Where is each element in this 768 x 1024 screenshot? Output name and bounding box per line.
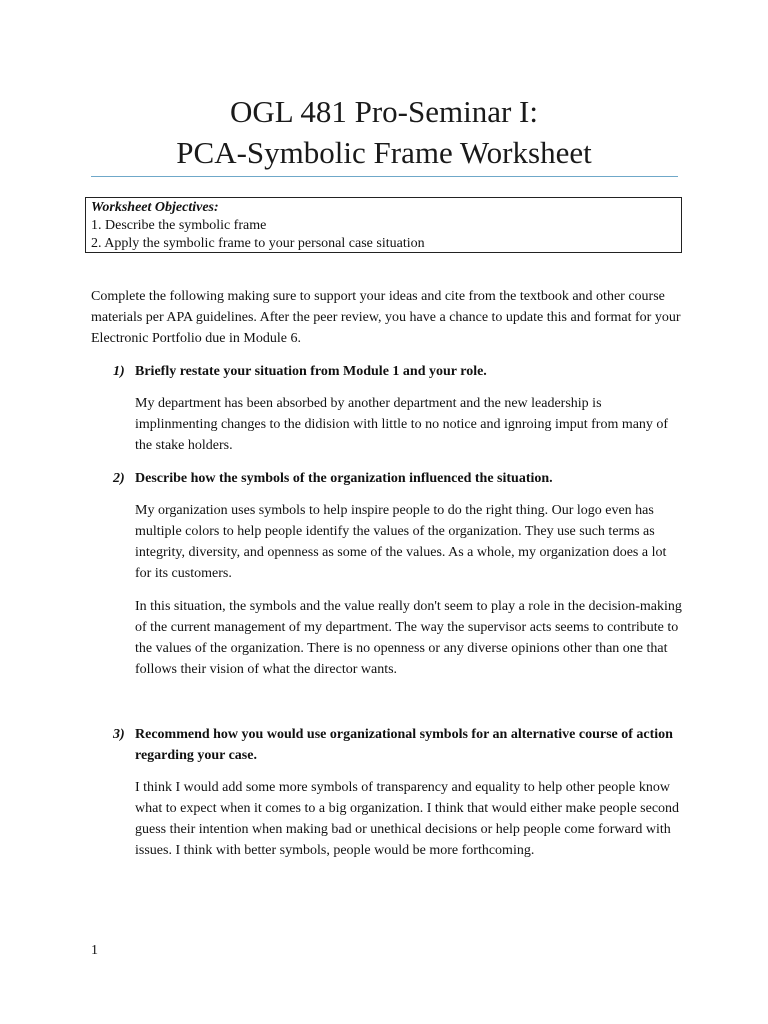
question-2-answer-1: My organization uses symbols to help inspire people to do the right thing. Our logo even has multiple colors to help people identify the values of the organization. They use such terms as integrity, diversity, and openness as some of the values. As a whole, my organization does a lot for its customers. [135, 503, 667, 581]
question-3-number: 3) [113, 727, 125, 742]
question-2-number: 2) [113, 471, 125, 486]
objective-item-1: 1. Describe the symbolic frame [91, 218, 267, 233]
objective-item-2: 2. Apply the symbolic frame to your personal case situation [91, 236, 425, 251]
page-title-line-2: PCA-Symbolic Frame Worksheet [176, 135, 592, 170]
question-2-text: Describe how the symbols of the organization influenced the situation. [135, 471, 553, 486]
question-3-text: Recommend how you would use organizational symbols for an alternative course of action regarding your case. [135, 727, 673, 763]
objectives-box [85, 197, 682, 253]
question-2-answer-2: In this situation, the symbols and the value really don't seem to play a role in the decision-making of the current management of my department. The way the supervisor acts seems to contribute to the values of the organization. There is no openness or any diverse opinions other than one that follows their vision of what the director wants. [135, 599, 682, 677]
page-number: 1 [91, 943, 98, 958]
question-1-answer-1: My department has been absorbed by another department and the new leadership is implinmenting changes to the didision with little to no notice and ignroing imput from many of the stake holders. [135, 396, 669, 453]
question-1-text: Briefly restate your situation from Module 1 and your role. [135, 364, 487, 379]
title-divider [91, 176, 678, 177]
instructions-paragraph: Complete the following making sure to support your ideas and cite from the textbook and other course materials per APA guidelines. After the peer review, you have a chance to update this and format for your Electronic Portfolio due in Module 6. [91, 289, 681, 346]
question-3-answer-1: I think I would add some more symbols of transparency and equality to help other people know what to expect when it comes to a big organization. I think that would either make people second guess their intention when making bad or unethical decisions or help people come forward with issues. I think with better symbols, people would be more forthcoming. [135, 780, 680, 858]
objectives-heading: Worksheet Objectives: [91, 200, 219, 215]
page-title-line-1: OGL 481 Pro-Seminar I: [230, 94, 538, 129]
question-1-number: 1) [113, 364, 125, 379]
